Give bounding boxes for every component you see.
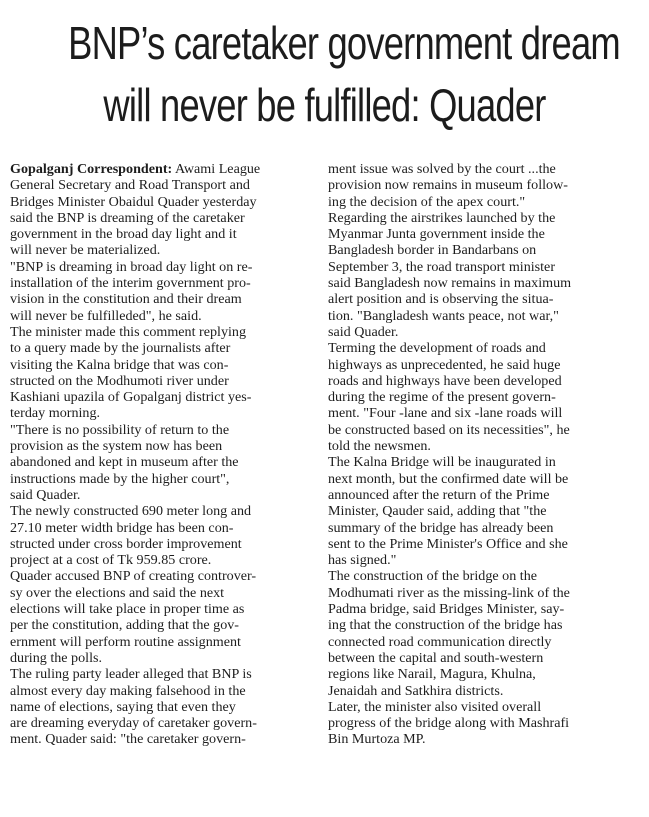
- headline: [0, 12, 649, 136]
- article-line: structed on the Modhumoti river under: [10, 372, 229, 389]
- article-line: vision in the constitution and their dream: [10, 291, 242, 308]
- article-line: General Secretary and Road Transport and: [10, 177, 250, 194]
- article-line: project at a cost of Tk 959.85 crore.: [10, 552, 212, 569]
- article-line: The ruling party leader alleged that BNP is: [10, 666, 252, 683]
- article-line: tion. "Bangladesh wants peace, not war,": [328, 307, 559, 324]
- article-line: highways as unprecedented, he said huge: [328, 356, 561, 373]
- article-line: abandoned and kept in museum after the: [10, 454, 239, 471]
- article-line: almost every day making falsehood in the: [10, 682, 246, 699]
- article-line: per the constitution, adding that the gov-: [10, 617, 239, 634]
- article-line: Later, the minister also visited overall: [328, 698, 542, 715]
- article-line: said Bangladesh now remains in maximum: [328, 275, 572, 292]
- article-column-left: [10, 161, 306, 748]
- article-line: said Quader.: [10, 486, 81, 503]
- article-line: be constructed based on its necessities", he: [328, 421, 570, 438]
- article-line: to a query made by the journalists after: [10, 340, 231, 357]
- article-line: summary of the bridge has already been: [328, 519, 554, 536]
- article-line: Quader accused BNP of creating controver-: [10, 568, 257, 585]
- article-line: September 3, the road transport minister: [328, 258, 556, 275]
- article-line: visiting the Kalna bridge that was con-: [10, 356, 229, 373]
- byline: Gopalganj Correspondent:: [10, 161, 173, 177]
- article-line: Modhumati river as the missing-link of the: [328, 584, 570, 601]
- article-line: provision now remains in museum follow-: [328, 177, 568, 194]
- article-line: connected road communication directly: [328, 633, 552, 650]
- article-line: name of elections, saying that even they: [10, 698, 236, 715]
- article-line: said the BNP is dreaming of the caretaker: [10, 209, 245, 226]
- article-line: ment. "Four -lane and six -lane roads will: [328, 405, 563, 422]
- article-line: ment. Quader said: "the caretaker govern-: [10, 731, 246, 748]
- article-line: during the regime of the present govern-: [328, 389, 556, 406]
- headline-line-1: BNP’s caretaker government dream: [68, 17, 620, 69]
- article-line: announced after the return of the Prime: [328, 486, 550, 503]
- article-line: installation of the interim government pro-: [10, 275, 251, 292]
- article-line: provision as the system now has been: [10, 438, 223, 455]
- article-line: ernment will perform routine assignment: [10, 633, 241, 650]
- article-line: Kashiani upazila of Gopalganj district yes-: [10, 389, 252, 406]
- article-line: Bin Murtoza MP.: [328, 731, 426, 748]
- article-line: The minister made this comment replying: [10, 323, 247, 340]
- article-line: Bridges Minister Obaidul Quader yesterday: [10, 193, 257, 210]
- article-line: terday morning.: [10, 405, 101, 422]
- article-line: "There is no possibility of return to the: [10, 421, 230, 438]
- article-line: ing that the construction of the bridge has: [328, 617, 563, 634]
- article-line: The Kalna Bridge will be inaugurated in: [328, 454, 556, 471]
- article-line: Myanmar Junta government inside the: [328, 226, 545, 243]
- article-line: regions like Narail, Magura, Khulna,: [328, 666, 536, 683]
- article-line: between the capital and south-western: [328, 649, 544, 666]
- article-line: will never be materialized.: [10, 242, 161, 259]
- article-line: told the newsmen.: [328, 438, 431, 455]
- article-line: Terming the development of roads and: [328, 340, 546, 357]
- article-line: Padma bridge, said Bridges Minister, say-: [328, 601, 565, 618]
- article-line: Bangladesh border in Bandarbans on: [328, 242, 537, 259]
- article-line: are dreaming everyday of caretaker govern-: [10, 715, 257, 732]
- article-line: alert position and is observing the situa-: [328, 291, 554, 308]
- article-line: 27.10 meter width bridge has been con-: [10, 519, 234, 536]
- article-line: Regarding the airstrikes launched by the: [328, 209, 556, 226]
- headline-line-2: will never be fulfilled: Quader: [103, 79, 546, 131]
- article-line-text: Awami League: [172, 161, 261, 177]
- article-line: has signed.": [328, 552, 397, 569]
- article-line: said Quader.: [328, 323, 399, 340]
- article-line: [10, 161, 306, 177]
- article-column-right: [328, 161, 640, 748]
- article-line: elections will take place in proper time as: [10, 601, 245, 618]
- article-line: will never be fulfilleded", he said.: [10, 307, 202, 324]
- article-line: during the polls.: [10, 649, 102, 666]
- article-line: Jenaidah and Satkhira districts.: [328, 682, 504, 699]
- article-line: structed under cross border improvement: [10, 535, 242, 552]
- article-line: The newly constructed 690 meter long and: [10, 503, 252, 520]
- article-line: progress of the bridge along with Mashrafi: [328, 715, 570, 732]
- article-line: instructions made by the higher court",: [10, 470, 230, 487]
- article-line: government in the broad day light and it: [10, 226, 237, 243]
- article-line: ment issue was solved by the court ...the: [328, 161, 556, 177]
- article-line: sent to the Prime Minister's Office and she: [328, 535, 568, 552]
- article-line: The construction of the bridge on the: [328, 568, 537, 585]
- article-line: next month, but the confirmed date will be: [328, 470, 569, 487]
- article-line: Minister, Qauder said, adding that "the: [328, 503, 547, 520]
- article-line: sy over the elections and said the next: [10, 584, 225, 601]
- article-line: roads and highways have been developed: [328, 372, 562, 389]
- article-line: ing the decision of the apex court.": [328, 193, 526, 210]
- article-line: "BNP is dreaming in broad day light on re-: [10, 258, 253, 275]
